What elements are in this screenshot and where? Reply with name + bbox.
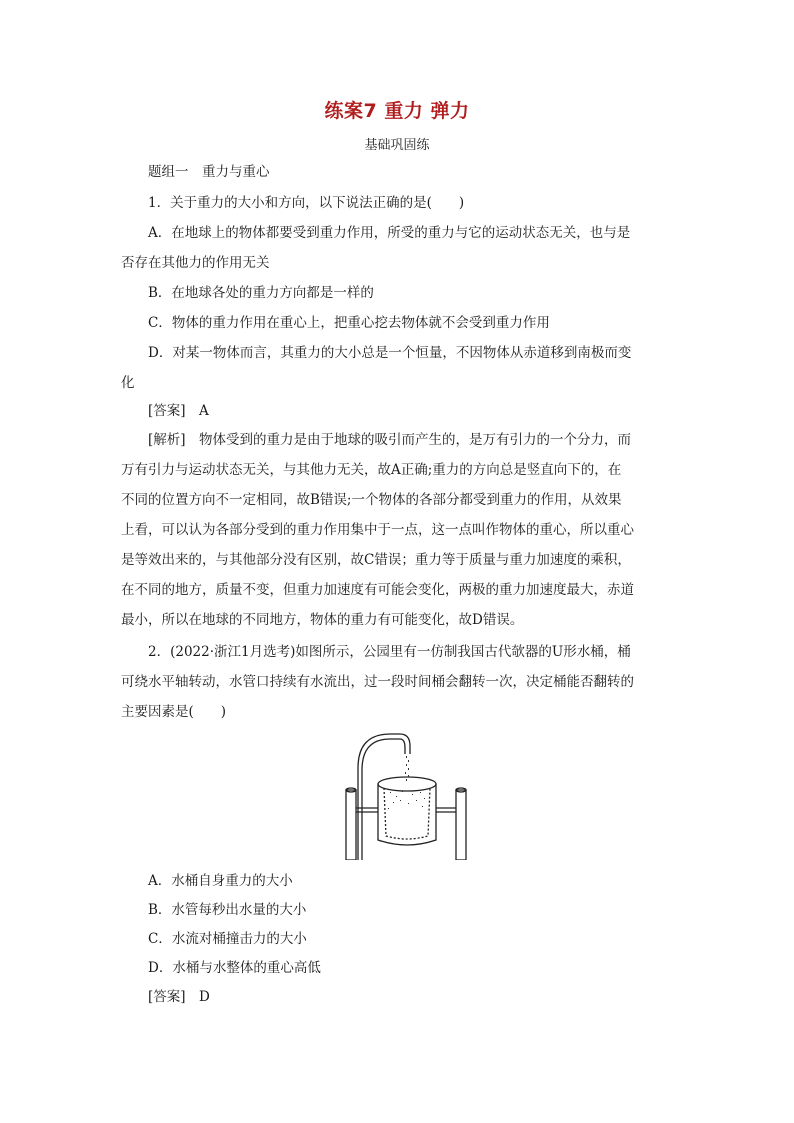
left-post [346,790,356,860]
q2-stem-line: 主要因素是( ) [121,704,227,720]
q1-option-a: A．在地球上的物体都要受到重力作用，所受的重力与它的运动状态无关，也与是 [148,225,631,241]
q2-stem-line: 2．(2022·浙江1月选考)如图所示，公园里有一仿制我国古代欹器的U形水桶，桶 [148,644,631,660]
q1-analysis-line: 最小，所以在地球的不同地方，物体的重力有可能变化，故D错误。 [121,612,524,628]
u-bucket-figure [338,728,478,860]
q1-analysis-line: 在不同的地方，质量不变，但重力加速度有可能会变化，两极的重力加速度最大，赤道 [121,582,634,598]
q1-analysis-line: 是等效出来的，与其他部分没有区别，故C错误；重力等于质量与重力加速度的乘积， [121,552,631,568]
page-title: 练案7 重力 弹力 [324,100,470,122]
q2-answer: [答案] D [148,989,210,1005]
q1-option-d-cont: 化 [121,375,135,391]
question-group-heading: 题组一 重力与重心 [148,164,270,180]
q1-option-c: C．物体的重力作用在重心上，把重心挖去物体就不会受到重力作用 [148,315,550,331]
q1-option-d: D．对某一物体而言，其重力的大小总是一个恒量，不因物体从赤道移到南极而变 [148,345,632,361]
q1-stem: 1．关于重力的大小和方向，以下说法正确的是( ) [148,195,465,211]
section-subtitle: 基础巩固练 [364,138,430,153]
q1-analysis-line: 万有引力与运动状态无关，与其他力无关，故A正确;重力的方向总是竖直向下的，在 [121,462,622,478]
water-stream [388,756,425,809]
q1-analysis-line: 不同的位置方向不一定相同，故B错误;一个物体的各部分都受到重力的作用，从效果 [121,492,622,508]
q2-option-d: D．水桶与水整体的重心高低 [148,960,321,976]
q1-answer: [答案] A [148,403,209,419]
q2-option-a: A．水桶自身重力的大小 [148,873,293,889]
q2-option-c: C．水流对桶撞击力的大小 [148,931,307,947]
q1-analysis-line: [解析] 物体受到的重力是由于地球的吸引而产生的，是万有引力的一个分力，而 [148,432,632,448]
q2-option-b: B．水管每秒出水量的大小 [148,902,307,918]
right-post [456,790,466,860]
q1-analysis-line: 上看，可以认为各部分受到的重力作用集中于一点，这一点叫作物体的重心，所以重心 [121,522,634,538]
q1-option-a-cont: 否存在其他力的作用无关 [121,255,270,271]
q2-stem-line: 可绕水平轴转动，水管口持续有水流出，过一段时间桶会翻转一次，决定桶能否翻转的 [121,674,634,690]
q1-option-b: B．在地球各处的重力方向都是一样的 [148,285,374,301]
